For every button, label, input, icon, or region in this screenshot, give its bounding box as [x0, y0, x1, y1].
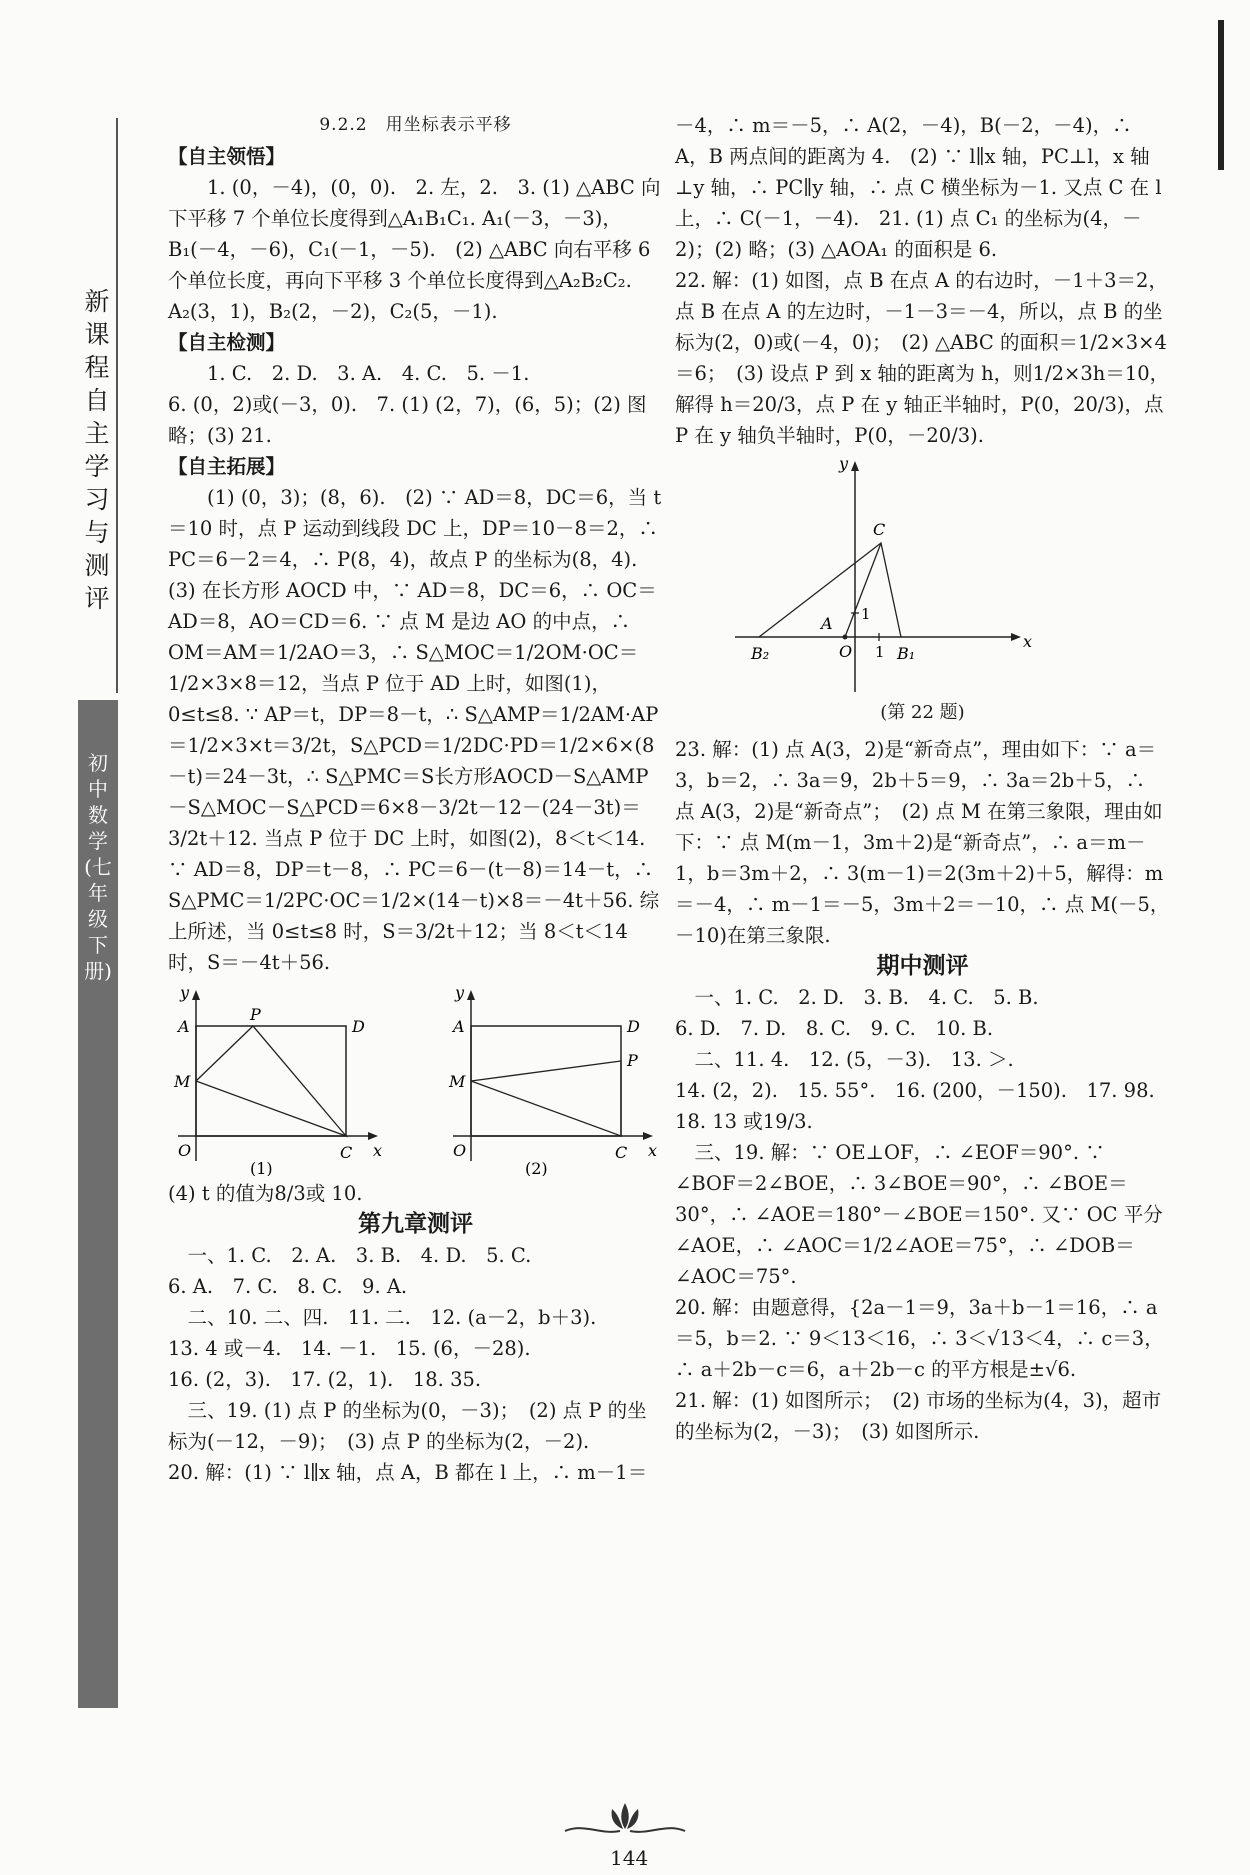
figure-22	[675, 457, 1170, 697]
fig1-label-d: D	[352, 1017, 365, 1036]
ornament-icon	[560, 1795, 690, 1840]
tag-tuozhan: 【自主拓展】	[168, 455, 286, 478]
right-column	[675, 110, 1170, 1447]
tuozhan-text: (1) (0，3)；(8，6). (2) ∵ AD＝8，DC＝6，当 t＝10 时，点 P 运动到线段 DC 上，DP＝10－8＝2，∴ PC＝6－2＝4，∴ P(8，4)，故点 P 的坐标为(8，4). (3) 在长方形 AOCD 中，∵ AD＝8，DC＝6，∴ OC＝AD＝8，AO＝CD＝6. ∵ 点 M 是边 AO 的中点，∴ OM＝AM＝1/2AO＝3，∴ S△MOC＝1/2OM·OC＝1/2×3×8＝12，当点 P 位于 AD 上时，如图(1)，0≤t≤8. ∵ AP＝t，DP＝8－t，∴ S△AMP＝1/2AM·AP＝1/2×3×t＝3/2t，S△PCD＝1/2DC·PD＝1/2×6×(8－t)＝24－3t，∴ S△PMC＝S长方形AOCD－S△AMP－S△MOC－S△PCD＝6×8－3/2t－12－(24－3t)＝3/2t＋12. 当点 P 位于 DC 上时，如图(2)，8＜t＜14. ∵ AD＝8，DP＝t－8，∴ PC＝6－(t－8)＝14－t，∴ S△PMC＝1/2PC·OC＝1/2×(14－t)×8＝－4t＋56. 综上所述，当 0≤t≤8 时，S＝3/2t＋12；当 8＜t＜14 时，S＝－4t＋56.	[168, 486, 662, 974]
fig1-label-x: x	[373, 1141, 383, 1160]
left-column	[168, 110, 663, 1488]
page-number: 144	[610, 1846, 649, 1870]
figure-1	[168, 986, 388, 1176]
fig2-label-y: y	[455, 986, 465, 1002]
fig1-label-y: y	[180, 986, 190, 1002]
fig1-caption: (1)	[250, 1159, 273, 1176]
fig22-label-o: O	[839, 642, 853, 661]
fig2-label-m: M	[449, 1072, 466, 1091]
fig22-label-1h: 1	[875, 643, 885, 661]
tag-lingwu: 【自主领悟】	[168, 145, 286, 168]
ch9-line-2: 6. A. 7. C. 8. C. 9. A.	[168, 1275, 408, 1298]
fig22-label-b1: B₁	[897, 644, 916, 663]
jiance-line-2: 6. (0，2)或(－3，0). 7. (1) (2，7)，(6，5)；(2) 图略；(3) 21.	[168, 393, 647, 447]
mid-line-4: 14. (2，2). 15. 55°. 16. (200，－150). 17. 98.	[675, 1079, 1155, 1102]
q23-text: 23. 解：(1) 点 A(3，2)是“新奇点”，理由如下：∵ a＝3，b＝2，∴ 3a＝9，2b＋5＝9，∴ 3a＝2b＋5，∴ 点 A(3，2)是“新奇点”； (2) 点 M 在第三象限，理由如下：∵ 点 M(m－1，3m＋2)是“新奇点”，∴ a＝m－1，b＝3m＋2，∴ 3(m－1)＝2(3m＋2)＋5，解得：m＝－4，∴ m－1＝－5，3m＋2＝－10，∴ 点 M(－5，－10)在第三象限.	[675, 738, 1170, 947]
fig1-label-c: C	[340, 1143, 353, 1162]
fig2-label-d: D	[627, 1017, 640, 1036]
tuozhan-end: (4) t 的值为8/3或 10.	[168, 1182, 363, 1205]
mid-line-3: 二、11. 4. 12. (5，－3). 13. ＞.	[694, 1048, 1014, 1071]
mid-line-6: 三、19. 解：∵ OE⊥OF，∴ ∠EOF＝90°. ∵ ∠BOF＝2∠BOE，∴ 3∠BOE＝90°，∴ ∠BOE＝30°，∴ ∠AOE＝180°－∠BOE＝150°. 又∵ OC 平分∠AOE，∴ ∠AOC＝1/2∠AOE＝75°，∴ ∠DOB＝∠AOC＝75°.	[675, 1141, 1163, 1288]
mid-line-5: 18. 13 或19/3.	[675, 1110, 813, 1133]
series-title: 新课程自主学习与测评	[84, 287, 110, 613]
fig2-label-a: A	[453, 1017, 465, 1036]
subject-title: 初中数学(七年级下册)	[84, 751, 112, 983]
fig2-label-p: P	[627, 1051, 638, 1070]
fig22-caption: (第 22 题)	[880, 702, 965, 723]
fig22-label-1v: 1	[861, 605, 871, 623]
lingwu-text: 1. (0，－4)，(0，0). 2. 左，2. 3. (1) △ABC 向下平移 7 个单位长度得到△A₁B₁C₁. A₁(－3，－3)，B₁(－4，－6)，C₁(－1，－5). (2) △ABC 向右平移 6 个单位长度，再向下平移 3 个单位长度得到△A₂B₂C₂. A₂(3，1)，B₂(2，－2)，C₂(5，－1).	[168, 176, 661, 323]
fig1-label-p: P	[250, 1005, 261, 1024]
ch9-continued: －4，∴ m＝－5，∴ A(2，－4)，B(－2，－4)，∴ A，B 两点间的距离为 4. (2) ∵ l∥x 轴，PC⊥l，x 轴⊥y 轴，∴ PC∥y 轴，∴ 点 C 横坐标为－1. 又点 C 在 l 上，∴ C(－1，－4). 21. (1) 点 C₁ 的坐标为(4，－2)；(2) 略；(3) △AOA₁ 的面积是 6.	[675, 114, 1162, 261]
fig2-label-c: C	[615, 1143, 628, 1162]
fig22-label-y: y	[839, 457, 849, 473]
ch9-line-6: 三、19. (1) 点 P 的坐标为(0，－3)； (2) 点 P 的坐标为(－12，－9)； (3) 点 P 的坐标为(2，－2).	[168, 1399, 647, 1453]
ch9-line-1: 一、1. C. 2. A. 3. B. 4. D. 5. C.	[187, 1244, 532, 1267]
ch9-line-7: 20. 解：(1) ∵ l∥x 轴，点 A，B 都在 l 上，∴ m－1＝	[168, 1461, 648, 1484]
fig22-label-x: x	[1023, 632, 1033, 651]
fig2-caption: (2)	[525, 1159, 548, 1176]
fig1-label-a: A	[178, 1017, 190, 1036]
edge-bar	[1218, 20, 1224, 170]
mid-line-1: 一、1. C. 2. D. 3. B. 4. C. 5. B.	[694, 986, 1039, 1009]
fig1-label-m: M	[174, 1072, 191, 1091]
figures-1-2	[168, 986, 663, 1176]
ch9-line-3: 二、10. 二、四. 11. 二. 12. (a－2，b＋3).	[187, 1306, 597, 1329]
fig22-label-b2: B₂	[751, 644, 770, 663]
figure-2	[443, 986, 663, 1176]
fig22-label-a: A	[821, 614, 833, 633]
fig1-label-o: O	[178, 1141, 192, 1160]
mid-line-2: 6. D. 7. D. 8. C. 9. C. 10. B.	[675, 1017, 994, 1040]
fig2-label-x: x	[648, 1141, 658, 1160]
mid-line-7: 20. 解：由题意得，{2a－1＝9，3a＋b－1＝16，∴ a＝5，b＝2. ∵ 9＜13＜16，∴ 3＜√13＜4，∴ c＝3，∴ a＋2b－c＝6，a＋2b－c 的平方根是±√6.	[675, 1296, 1164, 1381]
ch9-line-5: 16. (2，3). 17. (2，1). 18. 35.	[168, 1368, 482, 1391]
jiance-line-1: 1. C. 2. D. 3. A. 4. C. 5. －1.	[207, 362, 530, 385]
fig22-label-c: C	[873, 520, 886, 539]
section-title: 9.2.2 用坐标表示平移	[319, 115, 512, 135]
fig2-label-o: O	[453, 1141, 467, 1160]
tag-jiance: 【自主检测】	[168, 331, 286, 354]
chapter9-title: 第九章测评	[358, 1211, 473, 1237]
ch9-line-4: 13. 4 或－4. 14. －1. 15. (6，－28).	[168, 1337, 531, 1360]
mid-line-8: 21. 解：(1) 如图所示； (2) 市场的坐标为(4，3)，超市的坐标为(2，－3)； (3) 如图所示.	[675, 1389, 1162, 1443]
midterm-title: 期中测评	[876, 953, 969, 979]
q22-text: 22. 解：(1) 如图，点 B 在点 A 的右边时，－1＋3＝2，点 B 在点 A 的左边时，－1－3＝－4，所以，点 B 的坐标为(2，0)或(－4，0)； (2) △ABC 的面积＝1/2×3×4＝6； (3) 设点 P 到 x 轴的距离为 h，则1/2×3h＝10，解得 h＝20/3，点 P 在 y 轴正半轴时，P(0，20/3)，点 P 在 y 轴负半轴时，P(0，－20/3).	[675, 269, 1170, 447]
